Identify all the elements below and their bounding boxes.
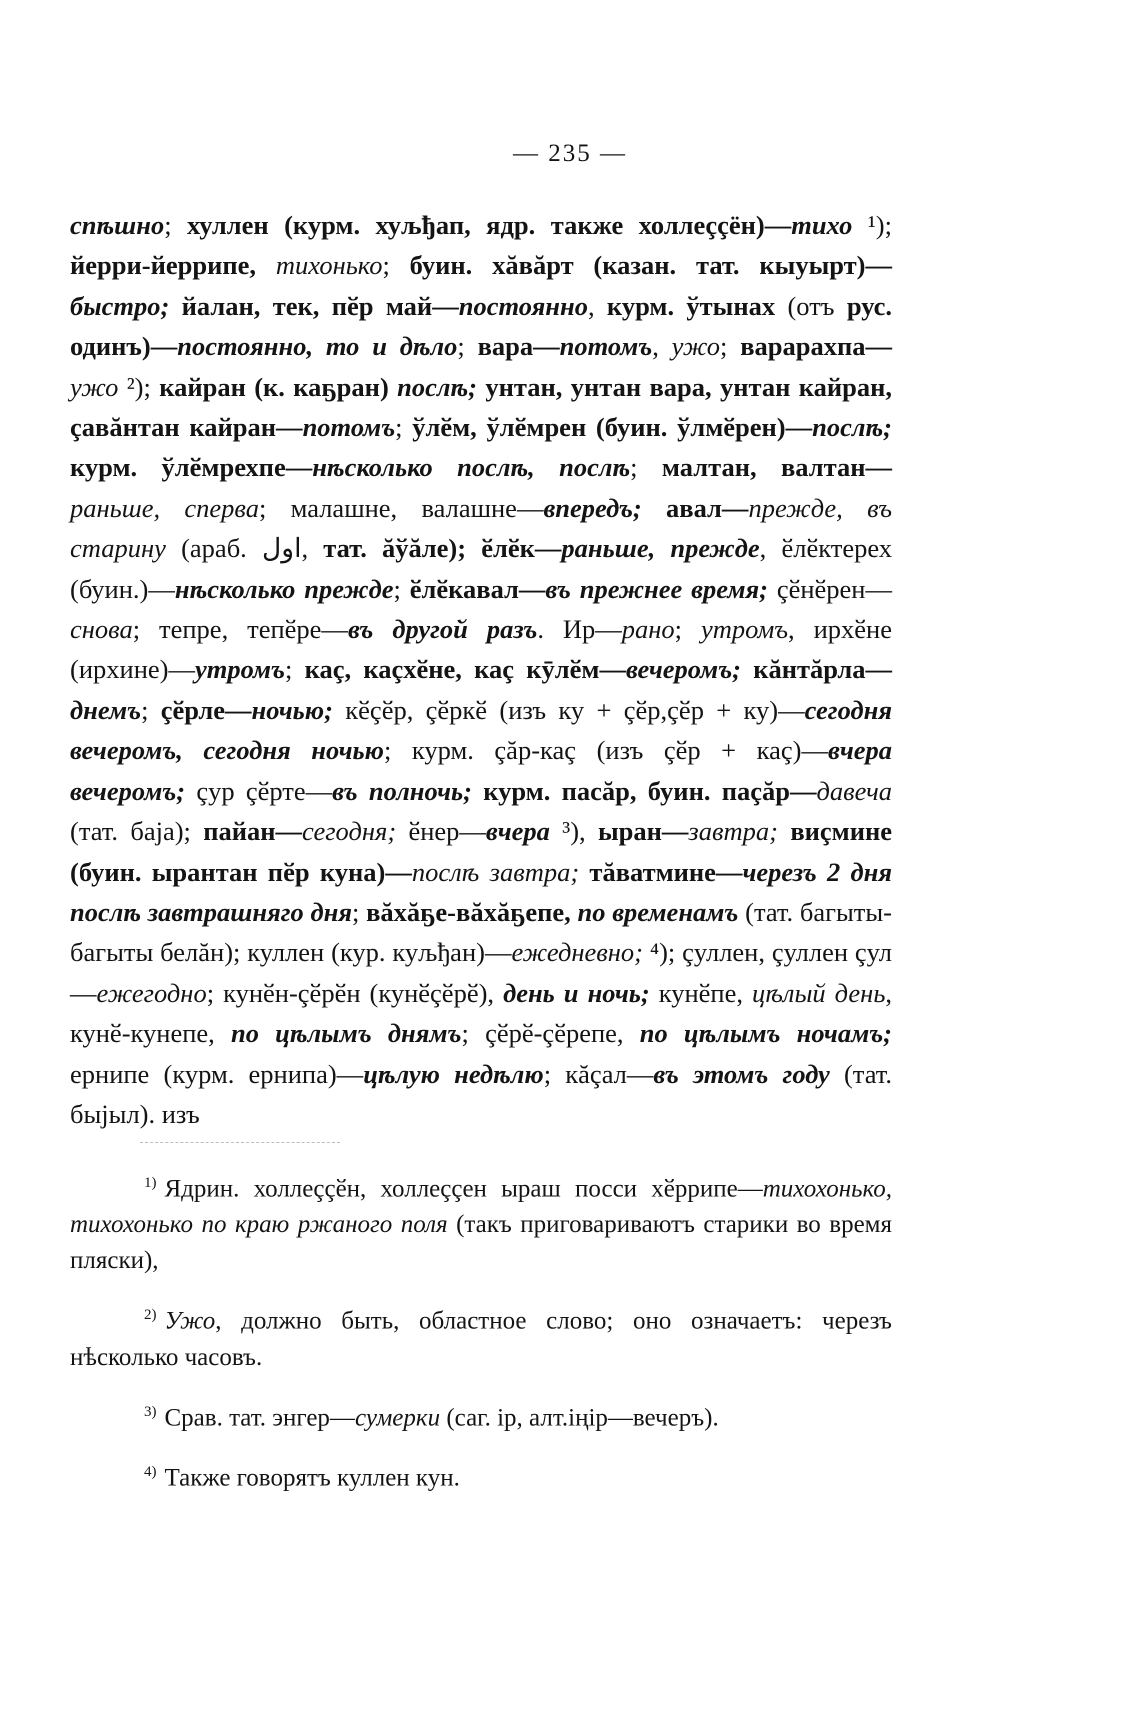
- text-run: курм. пасăр, буин. паçăр—: [483, 775, 817, 806]
- text-run: ;: [351, 896, 367, 927]
- text-run: ;: [393, 573, 410, 604]
- text-run: (араб. اول,: [165, 533, 324, 564]
- text-run: , ирхӗне (ирхине)—: [70, 614, 892, 685]
- text-run: [169, 291, 181, 321]
- text-run: (саг. ір, алт.іңір—вечеръ).: [440, 1403, 719, 1431]
- text-run: кăнтăрла—: [753, 654, 892, 685]
- text-run: Срав. тат. энгер—: [164, 1403, 355, 1431]
- text-run: ⁴); çуллен, çуллен çул—: [70, 937, 892, 1008]
- text-run: йалан, тек, пӗр май—: [181, 290, 459, 321]
- text-run: [778, 816, 790, 846]
- text-run: ;: [674, 614, 701, 645]
- text-run: рус. одинъ)—: [70, 290, 893, 362]
- text-run: ,: [587, 290, 607, 321]
- text-run: ужо: [70, 371, 119, 402]
- text-run: ; кунӗн-çӗрӗн (кунӗçӗрӗ),: [206, 977, 504, 1008]
- text-run: [579, 857, 589, 887]
- text-run: спѣшно: [70, 210, 165, 240]
- text-run: Ядрин. холлеççӗн, холлеççен ыраш посси хӗррипе—: [164, 1175, 763, 1203]
- text-run: ; тепре, тепӗре—: [132, 614, 348, 645]
- text-run: раньше, сперва: [70, 492, 259, 523]
- text-run: въ полночь;: [332, 775, 472, 806]
- page-number: — 235 —: [513, 140, 627, 167]
- text-run: по цѣлымъ ночамъ;: [639, 1018, 893, 1049]
- text-run: [472, 776, 483, 806]
- text-run: ӗнер—: [396, 816, 486, 847]
- text-run: утромъ: [700, 614, 789, 645]
- text-run: ,: [652, 331, 672, 362]
- text-run: , кунӗ-кунепе,: [70, 977, 892, 1049]
- text-run: Ужо: [164, 1307, 216, 1335]
- text-run: . Ир—: [537, 614, 622, 645]
- text-run: вчера вечеромъ;: [70, 735, 893, 806]
- text-run: постоянно, то и дѣло: [177, 331, 458, 362]
- text-run: Также говорятъ куллен кун.: [164, 1464, 460, 1492]
- text-run: по временамъ: [577, 896, 739, 927]
- text-run: ежедневно;: [511, 937, 643, 968]
- text-run: цѣлую недѣлю: [363, 1058, 544, 1089]
- footnote-separator: [140, 1142, 340, 1143]
- text-run: буин. хăвăрт (казан. тат. кыуырт)—: [409, 250, 892, 281]
- text-run: постоянно: [458, 290, 588, 321]
- text-run: потомъ: [559, 331, 653, 362]
- text-run: ;: [382, 250, 410, 281]
- text-run: кунӗпе,: [649, 977, 752, 1008]
- text-run: снова: [70, 614, 133, 645]
- text-run: ночью;: [251, 694, 333, 725]
- text-run: йерри-йеррипе,: [70, 250, 276, 281]
- text-run: (такъ приговариваютъ старики во время пляски),: [70, 1211, 893, 1275]
- text-run: ; курм. çăр-каç (изъ çӗр + каç)—: [383, 735, 828, 766]
- text-run: ;: [284, 654, 305, 685]
- text-run: ¹);: [852, 210, 892, 240]
- text-run: ӗлӗкавал—: [409, 573, 546, 604]
- text-run: утромъ: [194, 654, 285, 685]
- text-run: малтан, валтан—: [661, 452, 892, 483]
- text-run: ;: [630, 452, 662, 483]
- text-run: ²);: [118, 371, 160, 402]
- text-run: по цѣлымъ днямъ: [230, 1018, 462, 1049]
- text-run: тихонько: [275, 250, 383, 281]
- text-run: ;: [164, 210, 188, 240]
- footnote-number: 2): [144, 1307, 157, 1324]
- main-text: [70, 205, 892, 1134]
- text-run: виçмине (буин. ырантан пӗр куна)—: [70, 816, 893, 887]
- text-run: [741, 654, 753, 684]
- text-run: въ прежнее время;: [545, 573, 768, 604]
- text-run: черезъ 2 дня послѣ завтрашняго дня: [70, 856, 893, 927]
- text-run: послѣ;: [397, 371, 477, 402]
- text-run: курм. ўлӗмрехпе—: [70, 452, 313, 483]
- text-run: тат. ăўăле); ӗлӗк—: [323, 533, 562, 564]
- text-run: нѣсколько послѣ, послѣ: [312, 452, 631, 483]
- text-run: ;: [395, 412, 413, 443]
- text-run: ³),: [549, 816, 598, 847]
- text-run: çӗнӗрен—: [767, 573, 892, 604]
- text-run: (отъ: [775, 290, 847, 321]
- text-run: вăхăҕе-вăхăҕепе,: [366, 896, 578, 927]
- text-run: çур çӗрте—: [185, 775, 333, 806]
- text-run: нѣсколько прежде: [174, 573, 394, 604]
- text-run: ;: [457, 331, 478, 362]
- text-run: цѣлый день: [751, 977, 886, 1008]
- text-run: тихо: [791, 210, 853, 240]
- text-run: çӗрле—: [160, 694, 252, 725]
- text-run: быстро;: [70, 290, 170, 321]
- text-run: въ этомъ году: [653, 1058, 830, 1089]
- footnotes: [70, 1165, 892, 1514]
- footnote-number: 4): [144, 1463, 157, 1480]
- text-run: пайан—: [203, 816, 303, 847]
- footnote-number: 1): [144, 1175, 157, 1191]
- text-run: послѣ завтра;: [411, 856, 580, 887]
- text-run: раньше, прежде: [561, 533, 760, 564]
- text-run: ;: [141, 694, 161, 725]
- footnote: [70, 1297, 892, 1375]
- text-run: , ӗлӗктерех (буин.)—: [70, 533, 892, 604]
- text-run: послѣ;: [812, 412, 892, 443]
- text-run: ернипе (курм. ернипа)—: [70, 1058, 364, 1089]
- text-run: (тат. багыты-багыты белăн); куллен (кур. куљђан)—: [70, 896, 892, 968]
- text-run: ; çӗрӗ-çӗрепе,: [461, 1018, 640, 1049]
- text-run: хуллен (курм. хуљђап, ядр. также холлеççён)—: [187, 210, 792, 240]
- text-run: рано: [621, 614, 675, 645]
- text-run: прежде, въ старину: [70, 492, 892, 564]
- text-run: днемъ: [70, 694, 142, 725]
- text-run: , должно быть, областное слово; оно означаетъ: черезъ нѣсколько часовъ.: [70, 1307, 892, 1371]
- text-run: каç, каçхӗне, каç кӯлӗм—: [304, 654, 626, 685]
- text-run: тихохонько, тихохонько по краю ржаного поля: [70, 1175, 892, 1239]
- text-run: кӗçӗр, çӗркӗ (изъ ку + çӗр,çӗр + ку)—: [332, 694, 805, 725]
- text-run: ыран—: [597, 816, 689, 847]
- text-run: день и ночь;: [503, 977, 650, 1008]
- main-paragraph: [70, 205, 892, 1134]
- text-run: ;: [720, 331, 741, 362]
- footnote: [70, 1394, 892, 1436]
- text-run: сумерки: [354, 1403, 441, 1431]
- text-run: [642, 493, 666, 523]
- text-run: потомъ: [302, 412, 396, 443]
- text-run: вечеромъ;: [625, 654, 741, 685]
- text-run: вара—: [477, 331, 560, 362]
- text-run: тăватмине—: [589, 856, 743, 887]
- footnote: [70, 1165, 892, 1279]
- text-run: авал—: [666, 492, 749, 523]
- text-run: давеча: [816, 775, 892, 806]
- text-run: ; кăçал—: [543, 1058, 654, 1089]
- text-run: въ другой разъ: [347, 614, 538, 645]
- footnote-number: 3): [144, 1403, 157, 1420]
- text-run: ужо: [671, 331, 721, 362]
- text-run: завтра;: [688, 816, 778, 847]
- text-run: (тат. баја);: [70, 816, 204, 847]
- text-run: впередъ;: [543, 492, 642, 523]
- text-run: варарахпа—: [740, 331, 892, 362]
- text-run: унтан, унтан вара, унтан кайран, çавăнтан кайран—: [70, 371, 893, 443]
- text-run: курм. ўтынах: [606, 290, 776, 321]
- text-run: кайран (к. каҕран): [159, 371, 398, 402]
- text-run: (тат. быјыл). изъ: [70, 1058, 892, 1129]
- text-run: ўлӗм, ўлӗмрен (буин. ўлмӗрен)—: [412, 412, 813, 443]
- footnote: [70, 1454, 892, 1496]
- text-run: сегодня;: [302, 816, 397, 847]
- text-run: вчера: [485, 816, 550, 847]
- text-run: сегодня вечеромъ, сегодня ночью: [70, 694, 892, 766]
- text-run: ; малашне, валашне—: [258, 492, 544, 523]
- text-run: ежегодно: [96, 977, 207, 1008]
